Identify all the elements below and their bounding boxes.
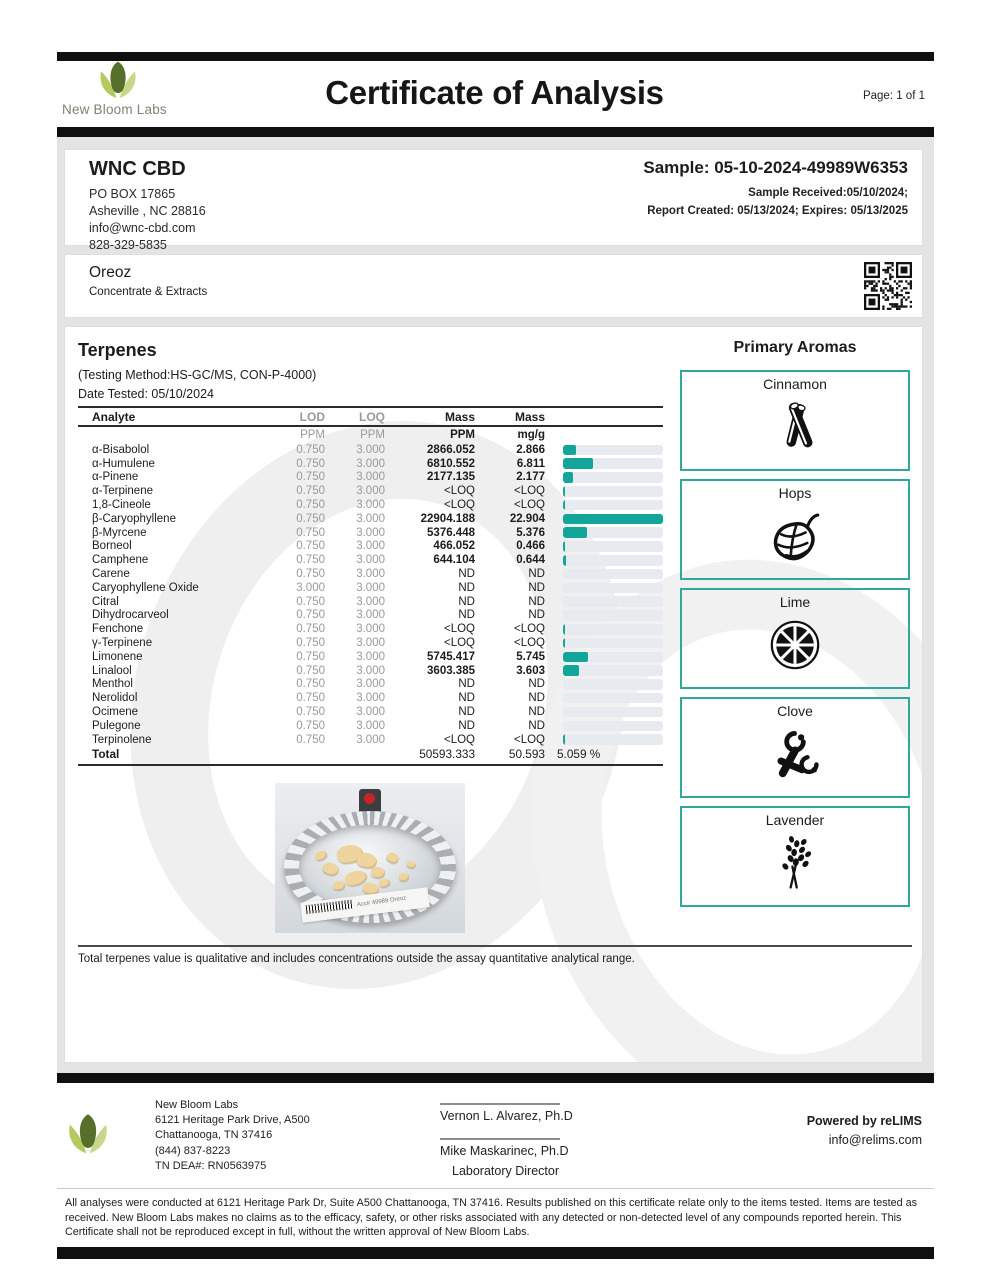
bar-fill: [563, 638, 565, 649]
concentrate-crumb: [399, 873, 409, 881]
disclaimer-text: All analyses were conducted at 6121 Heritage Park Dr, Suite A500 Chattanooga, TN 37416. Results published on this certificate relate only to the items tested. Items are tested as received. New Bloom Labs makes no claims as to the efficacy, safety, or other risks associated with any detected or non-detected level of any compounds reported herein. This Certificate shall not be reproduced except in full, without the written approval of New Bloom Labs.: [65, 1197, 918, 1239]
mass-ppm-value: ND: [458, 568, 475, 581]
signer-1: Vernon L. Alvarez, Ph.D: [440, 1109, 573, 1123]
mass-ppm-value: ND: [458, 706, 475, 719]
lime-icon: [767, 612, 823, 678]
mass-ppm-value: ND: [458, 719, 475, 732]
mass-ppm-value: <LOQ: [443, 623, 475, 636]
client-name: WNC CBD: [89, 158, 186, 180]
loq-value: 3.000: [356, 609, 385, 622]
testing-method: (Testing Method:HS-GC/MS, CON-P-4000): [78, 368, 317, 382]
mass-mg-value: ND: [528, 595, 545, 608]
mass-mg-value: 22.904: [509, 512, 545, 525]
unit-loq: PPM: [360, 429, 385, 441]
total-mass-ppm: 50593.333: [419, 747, 475, 762]
table-row: [78, 512, 663, 526]
mass-mg-value: <LOQ: [513, 733, 545, 746]
mass-mg-value: <LOQ: [513, 485, 545, 498]
footer-logo-icon: [62, 1106, 114, 1164]
mass-ppm-value: ND: [458, 595, 475, 608]
bar-track: [563, 638, 663, 649]
col-mass-ppm: Mass: [444, 409, 475, 424]
table-row: [78, 484, 663, 498]
mass-ppm-value: 644.104: [433, 554, 475, 567]
lod-value: 0.750: [296, 540, 325, 553]
total-terpenes-note: Total terpenes value is qualitative and includes concentrations outside the assay quantitative analytical range.: [78, 953, 635, 965]
sample-id: Sample: 05-10-2024-49989W6353: [643, 158, 908, 177]
bar-fill: [563, 734, 565, 745]
lod-value: 0.750: [296, 595, 325, 608]
lod-value: 0.750: [296, 512, 325, 525]
sample-received: Sample Received:05/10/2024;: [748, 187, 908, 199]
mass-mg-value: <LOQ: [513, 637, 545, 650]
loq-value: 3.000: [356, 457, 385, 470]
bar-fill: [563, 665, 579, 676]
analyte-name: γ-Terpinene: [92, 637, 153, 650]
table-row: [78, 540, 663, 554]
loq-value: 3.000: [356, 733, 385, 746]
loq-value: 3.000: [356, 719, 385, 732]
total-mass-mg: 50.593: [508, 747, 545, 762]
brand-name: New Bloom Labs: [62, 102, 167, 117]
aroma-box-clove: [680, 697, 910, 798]
date-tested: Date Tested: 05/10/2024: [78, 387, 214, 401]
bar-track: [563, 541, 663, 552]
footer-rule-top: [57, 1073, 934, 1083]
mass-mg-value: <LOQ: [513, 623, 545, 636]
mass-ppm-value: 466.052: [433, 540, 475, 553]
aroma-label: Hops: [778, 485, 812, 501]
top-rule-1: [57, 52, 934, 61]
bar-track: [563, 472, 663, 483]
bar-track: [563, 679, 663, 690]
bar-fill: [563, 486, 565, 497]
analyte-name: Caryophyllene Oxide: [92, 581, 199, 594]
mass-mg-value: 2.866: [516, 443, 545, 456]
analyte-name: Citral: [92, 595, 119, 608]
bar-fill: [563, 555, 566, 566]
loq-value: 3.000: [356, 554, 385, 567]
mass-ppm-value: 22904.188: [420, 512, 475, 525]
analyte-name: α-Terpinene: [92, 485, 153, 498]
table-row: [78, 664, 663, 678]
analyte-name: 1,8-Cineole: [92, 499, 151, 512]
analyte-name: Pulegone: [92, 719, 141, 732]
table-header-row: [78, 408, 663, 425]
table-rule-bottom: [78, 764, 663, 766]
bar-fill: [563, 500, 565, 511]
aroma-list: [680, 370, 910, 907]
loq-value: 3.000: [356, 595, 385, 608]
lod-value: 0.750: [296, 443, 325, 456]
loq-value: 3.000: [356, 637, 385, 650]
table-row: [78, 526, 663, 540]
page-number: Page: 1 of 1: [862, 90, 925, 102]
bar-track: [563, 721, 663, 732]
total-label: Total: [92, 747, 120, 762]
product-panel: [65, 255, 922, 317]
mass-mg-value: 0.644: [516, 554, 545, 567]
powered-by-block: [807, 1114, 922, 1147]
aroma-box-hops: [680, 479, 910, 580]
unit-mass-mg: mg/g: [517, 429, 545, 441]
analyte-name: Menthol: [92, 678, 133, 691]
bar-track: [563, 569, 663, 580]
analyte-name: β-Caryophyllene: [92, 512, 176, 525]
loq-value: 3.000: [356, 499, 385, 512]
signature-line-1: [440, 1103, 560, 1105]
unit-mass-ppm: PPM: [450, 429, 475, 441]
analyte-name: α-Pinene: [92, 471, 139, 484]
analyte-name: Camphene: [92, 554, 149, 567]
table-row: [78, 595, 663, 609]
analyte-name: β-Myrcene: [92, 526, 147, 539]
bar-fill: [563, 652, 588, 663]
lod-value: 3.000: [296, 581, 325, 594]
mass-ppm-value: <LOQ: [443, 637, 475, 650]
signer-2-title: Laboratory Director: [452, 1164, 559, 1178]
aroma-label: Lavender: [765, 812, 825, 828]
loq-value: 3.000: [356, 485, 385, 498]
table-row: [78, 719, 663, 733]
lab-address-1: 6121 Heritage Park Drive, A500: [155, 1114, 310, 1127]
mass-mg-value: ND: [528, 678, 545, 691]
disclaimer-rule: [57, 1188, 934, 1189]
aroma-label: Clove: [777, 703, 813, 719]
clove-icon: [767, 721, 823, 787]
loq-value: 3.000: [356, 443, 385, 456]
lod-value: 0.750: [296, 471, 325, 484]
lod-value: 0.750: [296, 568, 325, 581]
bar-track: [563, 707, 663, 718]
aroma-box-lime: [680, 588, 910, 689]
loq-value: 3.000: [356, 581, 385, 594]
mass-mg-value: ND: [528, 719, 545, 732]
product-category: Concentrate & Extracts: [89, 286, 208, 298]
bar-fill: [563, 514, 663, 525]
qr-code: [864, 262, 912, 310]
loq-value: 3.000: [356, 706, 385, 719]
col-loq: LOQ: [359, 409, 385, 424]
lod-value: 0.750: [296, 733, 325, 746]
terpenes-table: [78, 406, 663, 766]
total-percent: 5.059 %: [557, 747, 601, 762]
table-total-row: [78, 747, 663, 762]
mass-mg-value: 0.466: [516, 540, 545, 553]
analyte-name: α-Humulene: [92, 457, 155, 470]
analyte-name: Linalool: [92, 664, 132, 677]
bar-track: [563, 445, 663, 456]
aroma-label: Cinnamon: [763, 376, 827, 392]
photo-label-text: Acc# 49989 Oreoz: [356, 895, 407, 909]
client-sample-panel: [65, 150, 922, 252]
lab-phone: (844) 837-8223: [155, 1144, 231, 1157]
table-row: [78, 636, 663, 650]
loq-value: 3.000: [356, 540, 385, 553]
client-phone: 828-329-5835: [89, 238, 167, 252]
lod-value: 0.750: [296, 706, 325, 719]
mass-mg-value: 5.745: [516, 650, 545, 663]
table-row: [78, 733, 663, 747]
mass-ppm-value: <LOQ: [443, 485, 475, 498]
mass-ppm-value: ND: [458, 692, 475, 705]
loq-value: 3.000: [356, 471, 385, 484]
bar-track: [563, 610, 663, 621]
bar-fill: [563, 624, 565, 635]
table-row: [78, 581, 663, 595]
lod-value: 0.750: [296, 650, 325, 663]
table-units-row: [78, 427, 663, 443]
sample-photo: [275, 783, 465, 933]
table-row: [78, 678, 663, 692]
loq-value: 3.000: [356, 650, 385, 663]
table-body: [78, 443, 663, 747]
bar-track: [563, 583, 663, 594]
signer-2: Mike Maskarinec, Ph.D: [440, 1144, 569, 1158]
lod-value: 0.750: [296, 623, 325, 636]
loq-value: 3.000: [356, 512, 385, 525]
bar-fill: [563, 472, 573, 483]
aroma-box-cinnamon: [680, 370, 910, 471]
col-mass-mg: Mass: [514, 409, 545, 424]
loq-value: 3.000: [356, 568, 385, 581]
client-address-1: PO BOX 17865: [89, 187, 176, 201]
lod-value: 0.750: [296, 609, 325, 622]
unit-lod: PPM: [300, 429, 325, 441]
aroma-box-lavender: [680, 806, 910, 907]
bar-fill: [563, 458, 593, 469]
bar-track: [563, 514, 663, 525]
bar-track: [563, 652, 663, 663]
hops-icon: [767, 503, 823, 569]
analyte-name: Borneol: [92, 540, 132, 553]
primary-aromas-title: Primary Aromas: [733, 339, 857, 356]
bar-track: [563, 527, 663, 538]
table-row: [78, 622, 663, 636]
bar-track: [563, 624, 663, 635]
results-panel: [65, 327, 922, 1062]
table-row: [78, 443, 663, 457]
analyte-name: Fenchone: [92, 623, 144, 636]
bar-track: [563, 555, 663, 566]
analyte-name: Carene: [92, 568, 130, 581]
lab-name: New Bloom Labs: [155, 1099, 239, 1111]
table-row: [78, 457, 663, 471]
bar-track: [563, 486, 663, 497]
lod-value: 0.750: [296, 457, 325, 470]
loq-value: 3.000: [356, 664, 385, 677]
lod-value: 0.750: [296, 499, 325, 512]
analyte-name: α-Bisabolol: [92, 443, 150, 456]
bar-track: [563, 734, 663, 745]
mass-ppm-value: ND: [458, 581, 475, 594]
note-rule: [78, 945, 912, 947]
photo-barcode: [306, 900, 353, 915]
table-row: [78, 705, 663, 719]
lod-value: 0.750: [296, 664, 325, 677]
bar-track: [563, 500, 663, 511]
bar-fill: [563, 541, 565, 552]
lod-value: 0.750: [296, 554, 325, 567]
mass-mg-value: 3.603: [516, 664, 545, 677]
mass-ppm-value: <LOQ: [443, 499, 475, 512]
page-title: Certificate of Analysis: [325, 74, 664, 111]
mass-ppm-value: 5376.448: [427, 526, 475, 539]
mass-mg-value: 2.177: [516, 471, 545, 484]
terpenes-title: Terpenes: [78, 340, 157, 360]
col-lod: LOD: [299, 409, 325, 424]
table-row: [78, 471, 663, 485]
report-created: Report Created: 05/13/2024; Expires: 05/13/2025: [647, 205, 908, 217]
bar-fill: [563, 445, 576, 456]
analyte-name: Dihydrocarveol: [92, 609, 169, 622]
mass-ppm-value: 6810.552: [427, 457, 475, 470]
primary-aromas-panel: [680, 339, 910, 915]
analyte-name: Ocimene: [92, 706, 139, 719]
mass-ppm-value: <LOQ: [443, 733, 475, 746]
lod-value: 0.750: [296, 526, 325, 539]
table-row: [78, 553, 663, 567]
client-email: info@wnc-cbd.com: [89, 221, 196, 235]
client-address-2: Asheville , NC 28816: [89, 204, 206, 218]
mass-ppm-value: 5745.417: [427, 650, 475, 663]
powered-by: Powered by reLIMS: [806, 1114, 922, 1128]
col-analyte: Analyte: [92, 409, 136, 424]
mass-mg-value: ND: [528, 609, 545, 622]
table-row: [78, 498, 663, 512]
lab-address-block: [155, 1098, 310, 1174]
mass-mg-value: ND: [528, 692, 545, 705]
mass-mg-value: ND: [528, 706, 545, 719]
mass-mg-value: ND: [528, 581, 545, 594]
loq-value: 3.000: [356, 623, 385, 636]
mass-mg-value: 6.811: [516, 457, 545, 470]
lab-address-2: Chattanooga, TN 37416: [155, 1129, 273, 1142]
mass-mg-value: ND: [528, 568, 545, 581]
cinnamon-icon: [767, 394, 823, 460]
analyte-name: Limonene: [92, 650, 143, 663]
photo-spatula-dot: [364, 793, 375, 804]
mass-mg-value: <LOQ: [513, 499, 545, 512]
lod-value: 0.750: [296, 485, 325, 498]
mass-ppm-value: ND: [458, 609, 475, 622]
mass-ppm-value: 3603.385: [427, 664, 475, 677]
bar-track: [563, 596, 663, 607]
top-rule-2: [57, 127, 934, 137]
bottom-rule: [57, 1247, 934, 1259]
analyte-name: Terpinolene: [92, 733, 152, 746]
bar-track: [563, 665, 663, 676]
mass-ppm-value: ND: [458, 678, 475, 691]
powered-email: info@relims.com: [828, 1133, 922, 1147]
bar-track: [563, 458, 663, 469]
lod-value: 0.750: [296, 678, 325, 691]
loq-value: 3.000: [356, 692, 385, 705]
mass-mg-value: 5.376: [516, 526, 545, 539]
lavender-icon: [767, 830, 823, 896]
lod-value: 0.750: [296, 637, 325, 650]
lod-value: 0.750: [296, 692, 325, 705]
bar-track: [563, 693, 663, 704]
loq-value: 3.000: [356, 526, 385, 539]
table-row: [78, 691, 663, 705]
table-row: [78, 650, 663, 664]
analyte-name: Nerolidol: [92, 692, 138, 705]
lab-dea: TN DEA#: RN0563975: [155, 1159, 267, 1172]
table-row: [78, 609, 663, 623]
lod-value: 0.750: [296, 719, 325, 732]
mass-ppm-value: 2866.052: [427, 443, 475, 456]
aroma-label: Lime: [779, 594, 811, 610]
mass-ppm-value: 2177.135: [427, 471, 475, 484]
product-name: Oreoz: [89, 264, 132, 281]
loq-value: 3.000: [356, 678, 385, 691]
table-row: [78, 567, 663, 581]
signature-line-2: [440, 1138, 560, 1140]
bar-fill: [563, 527, 587, 538]
